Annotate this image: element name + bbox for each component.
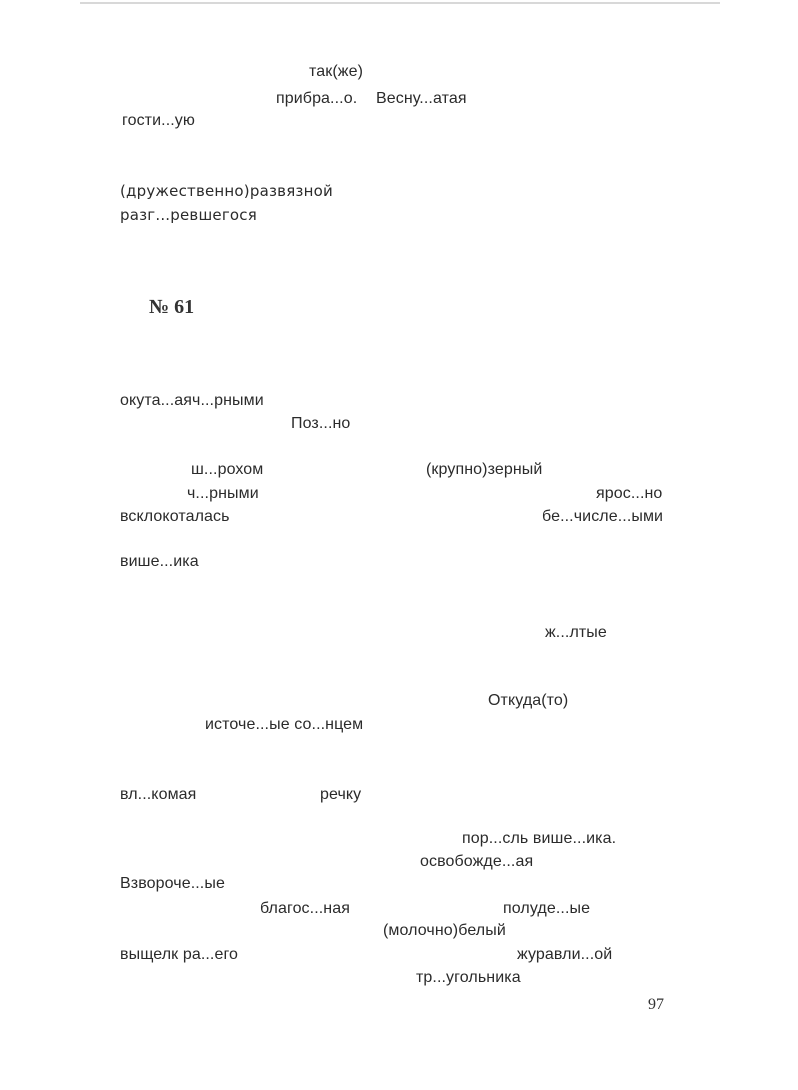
word: ш...рохом [191,461,264,478]
word: полуде...ые [503,900,591,917]
top-border-line [80,2,720,4]
word: окута...аяч...рными [120,392,264,409]
word: тр...угольника [416,969,521,986]
word: (крупно)зерный [426,461,543,478]
word: бе...числе...ыми [542,508,664,525]
word: прибра...о. [276,90,358,107]
word: вл...комая [120,786,197,803]
word: освобожде...ая [420,853,534,870]
word: Откуда(то) [488,692,569,709]
word: (молочно)белый [383,922,506,939]
word: Весну...атая [376,90,467,107]
exercise-heading: № 61 [149,296,195,318]
word: речку [320,786,362,803]
word: гости...ую [122,112,195,129]
word: ж...лтые [545,624,607,641]
word: источе...ые со...нцем [205,716,364,733]
word: пор...сль више...ика. [462,830,617,847]
word: выщелк ра...его [120,946,239,963]
word: всклокоталась [120,508,230,525]
word: благос...ная [260,900,350,917]
word: журавли...ой [517,946,613,963]
word: ч...рными [187,485,259,502]
word: так(же) [309,63,364,80]
page-number: 97 [648,996,664,1013]
word: Взвороче...ые [120,875,225,892]
word: ярос...но [596,485,663,502]
word: Поз...но [291,415,351,432]
word: више...ика [120,553,199,570]
word: разг...ревшегося [120,206,257,224]
word: (дружественно)развязной [120,182,333,200]
